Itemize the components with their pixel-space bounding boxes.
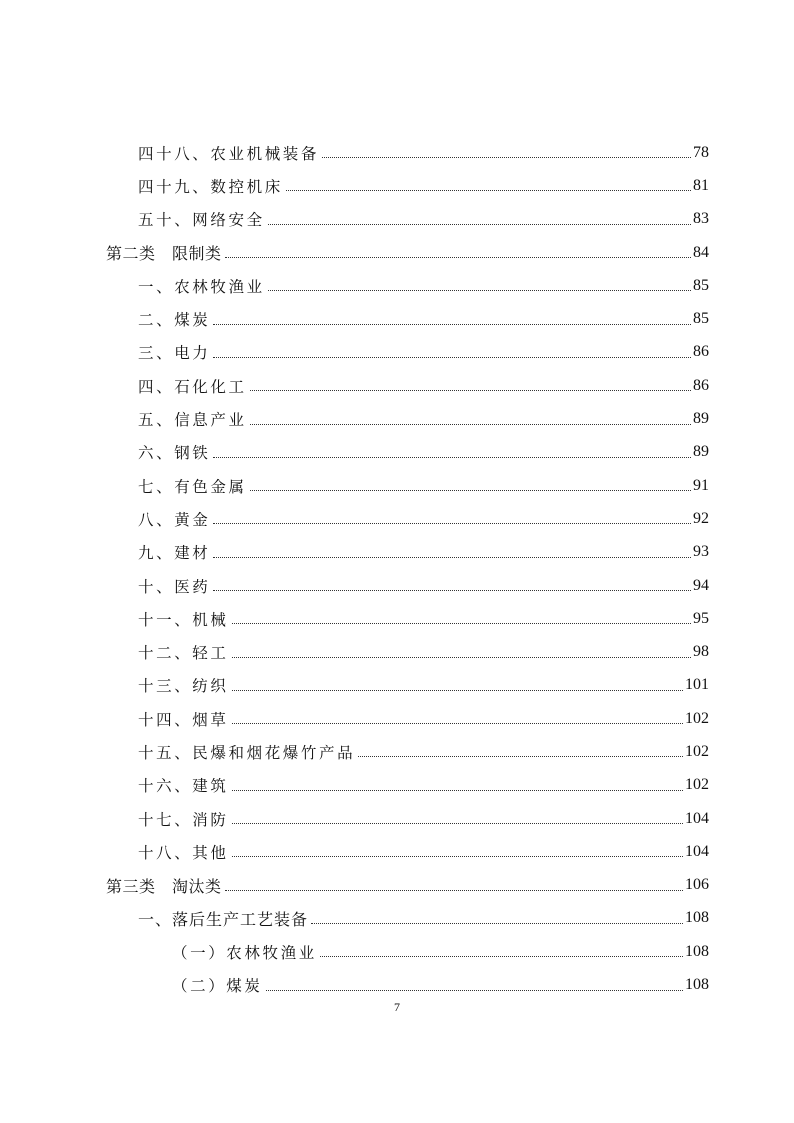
toc-entry-label: 一、农林牧渔业 — [138, 277, 265, 296]
toc-entry-page: 78 — [693, 143, 709, 161]
toc-entry-label: 二、煤炭 — [138, 311, 211, 330]
dot-leader — [232, 823, 683, 824]
toc-entry-page: 92 — [693, 509, 709, 527]
toc-entry[interactable] — [0, 802, 794, 835]
toc-entry[interactable] — [0, 569, 794, 602]
toc-entry-label: 七、有色金属 — [138, 477, 247, 496]
table-of-contents — [0, 136, 794, 1002]
dot-leader — [213, 523, 691, 524]
dot-leader — [358, 756, 683, 757]
toc-entry-page: 108 — [685, 942, 709, 960]
toc-entry-label: （一）农林牧渔业 — [172, 943, 317, 962]
dot-leader — [322, 157, 691, 158]
dot-leader — [225, 890, 683, 891]
toc-entry-page: 89 — [693, 443, 709, 461]
dot-leader — [225, 257, 691, 258]
toc-entry[interactable] — [0, 669, 794, 702]
dot-leader — [232, 723, 683, 724]
dot-leader — [213, 357, 691, 358]
toc-entry[interactable] — [0, 835, 794, 868]
dot-leader — [232, 623, 691, 624]
toc-entry-label: 四十九、数控机床 — [138, 177, 283, 196]
dot-leader — [250, 424, 691, 425]
toc-entry-label: 第三类 淘汰类 — [106, 876, 222, 896]
toc-entry-page: 95 — [693, 609, 709, 627]
toc-entry-page: 101 — [685, 676, 709, 694]
toc-entry[interactable] — [0, 369, 794, 402]
dot-leader — [286, 190, 691, 191]
toc-entry-page: 91 — [693, 476, 709, 494]
dot-leader — [311, 923, 683, 924]
toc-entry-page: 102 — [685, 742, 709, 760]
toc-subsection-heading[interactable] — [0, 902, 794, 935]
toc-entry-page: 83 — [693, 210, 709, 228]
toc-entry[interactable] — [0, 203, 794, 236]
toc-entry-label: 六、钢铁 — [138, 444, 211, 463]
dot-leader — [213, 324, 691, 325]
toc-entry-page: 86 — [693, 343, 709, 361]
dot-leader — [268, 290, 691, 291]
toc-entry[interactable] — [0, 136, 794, 169]
toc-entry-label: （二）煤炭 — [172, 977, 263, 996]
toc-entry-page: 106 — [685, 876, 709, 894]
toc-entry[interactable] — [0, 935, 794, 968]
toc-entry[interactable] — [0, 602, 794, 635]
toc-entry-label: 十八、其他 — [138, 843, 229, 862]
toc-entry-label: 四、石化化工 — [138, 377, 247, 396]
toc-entry-label: 十三、纺织 — [138, 677, 229, 696]
toc-entry-label: 九、建材 — [138, 544, 211, 563]
toc-entry-page: 81 — [693, 176, 709, 194]
toc-entry[interactable] — [0, 302, 794, 335]
toc-entry-label: 五、信息产业 — [138, 411, 247, 430]
dot-leader — [213, 457, 691, 458]
toc-entry[interactable] — [0, 336, 794, 369]
toc-entry[interactable] — [0, 536, 794, 569]
toc-section-heading[interactable] — [0, 869, 794, 902]
toc-entry-page: 93 — [693, 543, 709, 561]
toc-entry-page: 84 — [693, 243, 709, 261]
toc-entry-page: 102 — [685, 709, 709, 727]
toc-entry-label: 三、电力 — [138, 344, 211, 363]
toc-entry-label: 十一、机械 — [138, 610, 229, 629]
toc-entry-page: 108 — [685, 909, 709, 927]
toc-entry-page: 108 — [685, 976, 709, 994]
toc-entry-label: 十二、轻工 — [138, 644, 229, 663]
dot-leader — [232, 657, 691, 658]
toc-entry-page: 94 — [693, 576, 709, 594]
toc-entry[interactable] — [0, 968, 794, 1001]
toc-entry-label: 四十八、农业机械装备 — [138, 144, 320, 163]
toc-entry-page: 86 — [693, 376, 709, 394]
toc-entry-page: 104 — [685, 842, 709, 860]
toc-entry[interactable] — [0, 169, 794, 202]
toc-entry-page: 104 — [685, 809, 709, 827]
toc-entry-page: 98 — [693, 643, 709, 661]
dot-leader — [250, 490, 691, 491]
toc-entry-page: 89 — [693, 410, 709, 428]
toc-entry-label: 五十、网络安全 — [138, 211, 265, 230]
dot-leader — [232, 690, 683, 691]
toc-entry-label: 十四、烟草 — [138, 710, 229, 729]
toc-entry[interactable] — [0, 269, 794, 302]
toc-entry-page: 85 — [693, 310, 709, 328]
dot-leader — [213, 590, 691, 591]
toc-entry[interactable] — [0, 436, 794, 469]
toc-entry-label: 一、落后生产工艺装备 — [138, 909, 309, 929]
toc-entry[interactable] — [0, 469, 794, 502]
toc-entry[interactable] — [0, 735, 794, 768]
toc-entry-label: 十六、建筑 — [138, 777, 229, 796]
toc-entry-label: 第二类 限制类 — [106, 244, 222, 264]
toc-entry[interactable] — [0, 402, 794, 435]
toc-entry-label: 十七、消防 — [138, 810, 229, 829]
dot-leader — [266, 990, 683, 991]
toc-entry-label: 十五、民爆和烟花爆竹产品 — [138, 743, 356, 762]
dot-leader — [268, 224, 691, 225]
toc-entry-label: 十、医药 — [138, 577, 211, 596]
toc-entry[interactable] — [0, 635, 794, 668]
page-number: 7 — [394, 1000, 400, 1014]
dot-leader — [320, 956, 683, 957]
dot-leader — [213, 557, 691, 558]
toc-entry-page: 85 — [693, 276, 709, 294]
dot-leader — [250, 390, 691, 391]
toc-section-heading[interactable] — [0, 236, 794, 269]
dot-leader — [232, 856, 683, 857]
dot-leader — [232, 790, 683, 791]
toc-entry-label: 八、黄金 — [138, 510, 211, 529]
toc-entry[interactable] — [0, 769, 794, 802]
toc-entry[interactable] — [0, 502, 794, 535]
toc-entry-page: 102 — [685, 776, 709, 794]
toc-entry[interactable] — [0, 702, 794, 735]
